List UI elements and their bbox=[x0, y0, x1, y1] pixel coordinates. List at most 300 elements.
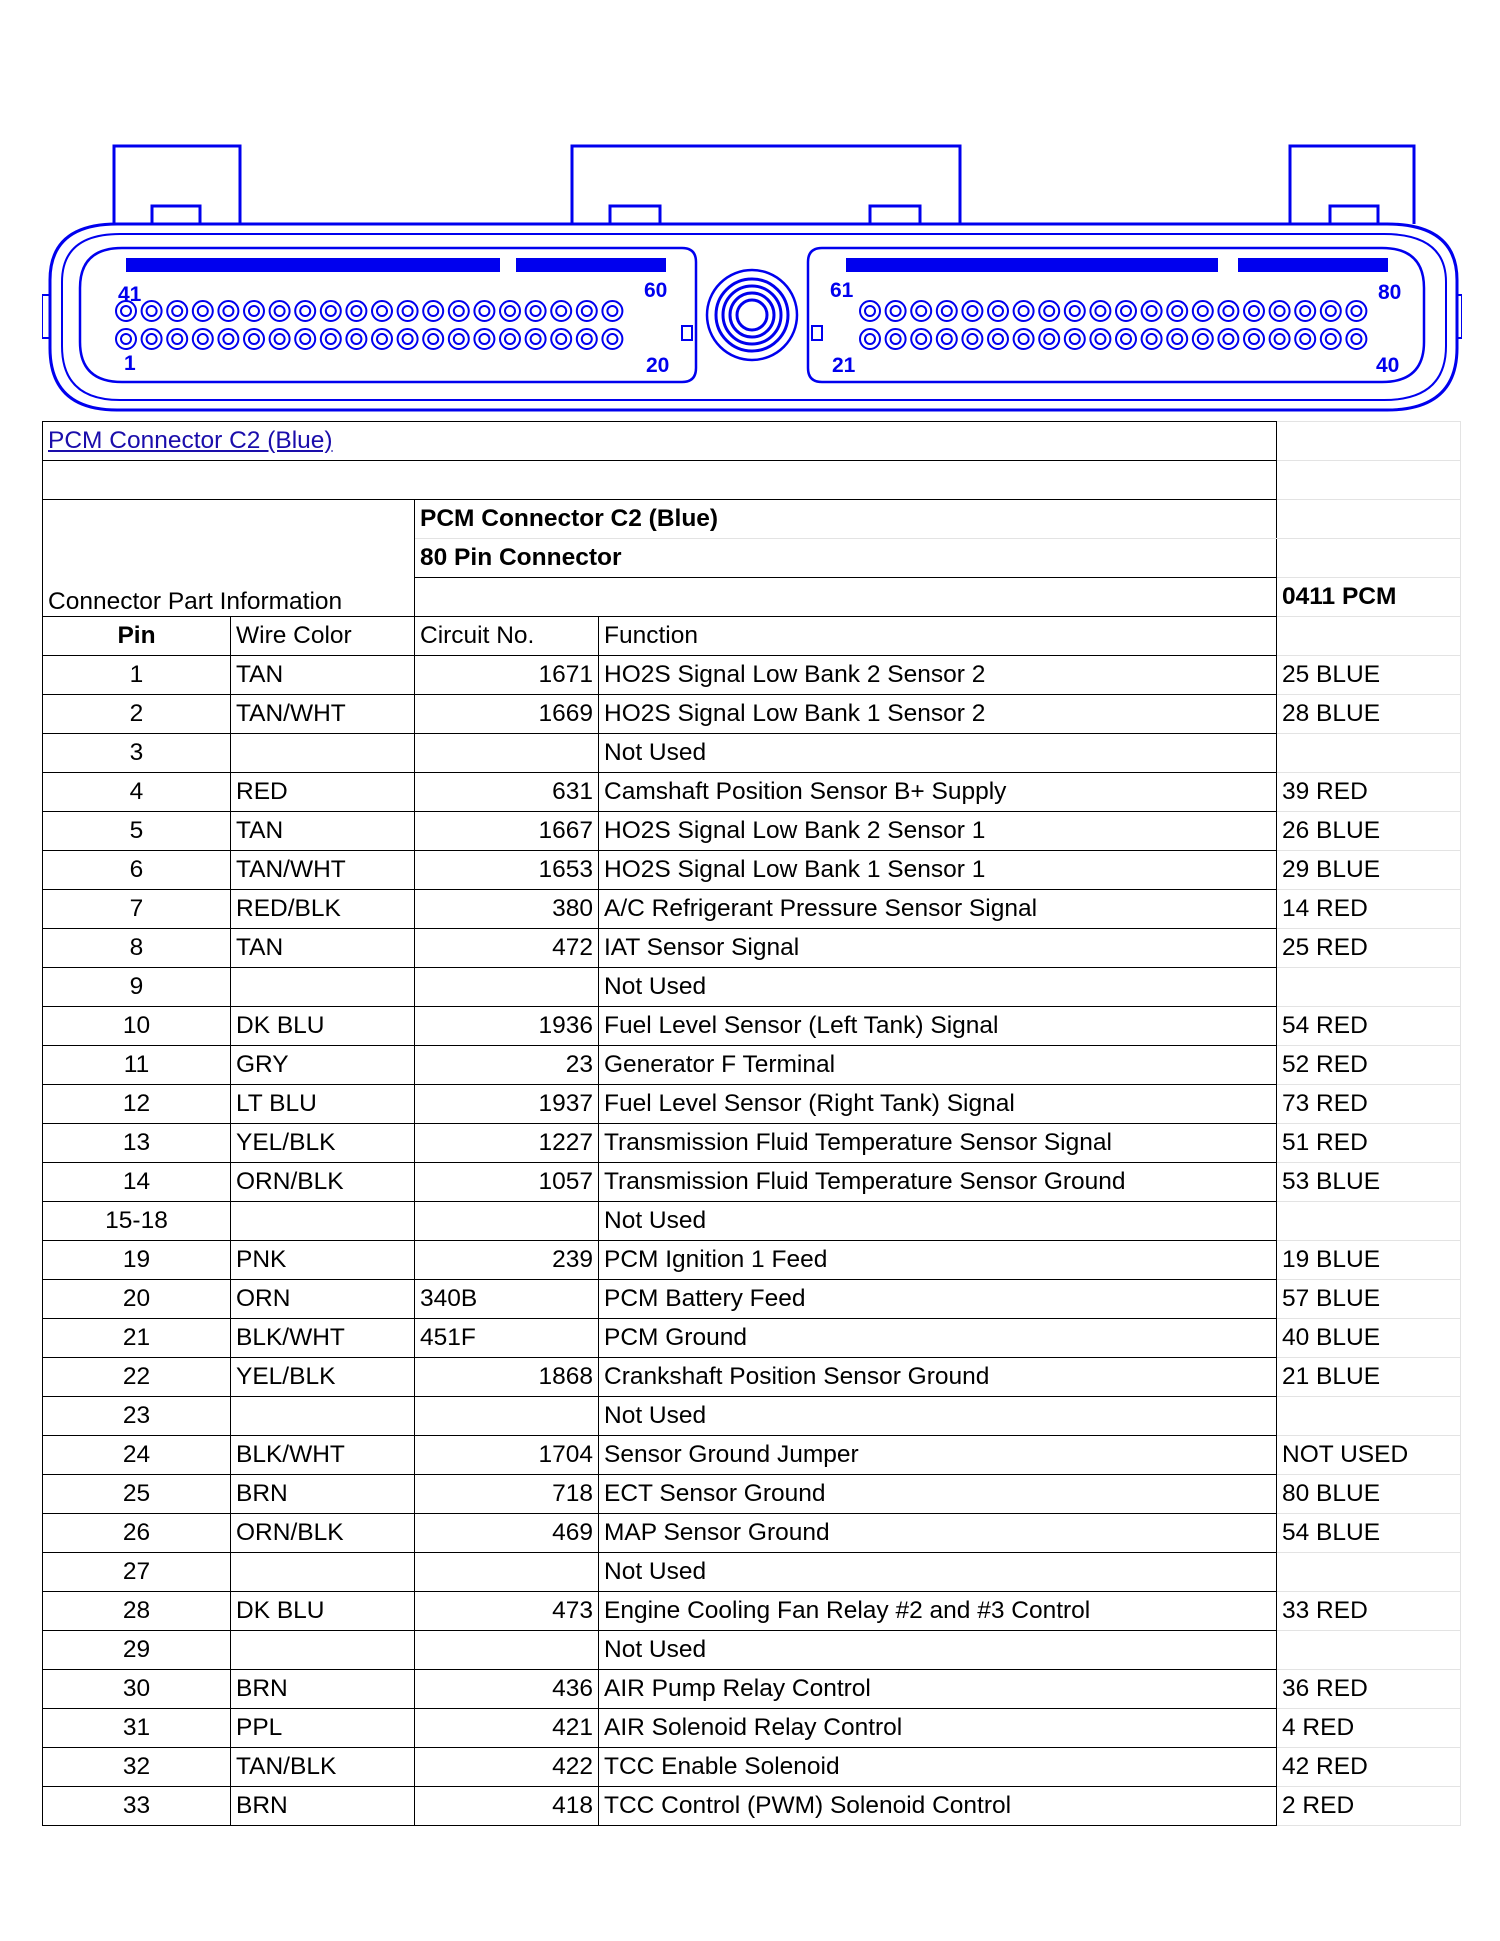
pin-cavity bbox=[321, 301, 341, 321]
circuit-cell: 631 bbox=[415, 773, 599, 812]
pin-terminal bbox=[967, 306, 977, 316]
circuit-cell: 1671 bbox=[415, 656, 599, 695]
pin-terminal bbox=[1326, 306, 1336, 316]
table-row bbox=[43, 1046, 1461, 1085]
pin-cell: 22 bbox=[43, 1358, 231, 1397]
pcm-cell bbox=[1277, 1553, 1461, 1592]
circuit-cell: 718 bbox=[415, 1475, 599, 1514]
pin-label-40: 40 bbox=[1376, 354, 1400, 377]
pin-terminal bbox=[403, 306, 413, 316]
pin-cavity bbox=[1116, 329, 1136, 349]
pin-terminal bbox=[1019, 306, 1029, 316]
pin-cell: 33 bbox=[43, 1787, 231, 1826]
pin-terminal bbox=[1198, 306, 1208, 316]
pin-terminal bbox=[505, 306, 515, 316]
pcm-cell bbox=[1277, 968, 1461, 1007]
pin-cavity bbox=[116, 329, 136, 349]
pcm-cell bbox=[1277, 734, 1461, 773]
pin-label-60: 60 bbox=[644, 279, 668, 302]
pin-terminal bbox=[1019, 334, 1029, 344]
pin-cell: 31 bbox=[43, 1709, 231, 1748]
pcm-cell: 29 BLUE bbox=[1277, 851, 1461, 890]
header-wire-color: Wire Color bbox=[231, 617, 415, 656]
pin-cavity bbox=[962, 329, 982, 349]
pin-cavity bbox=[321, 329, 341, 349]
pin-cell: 30 bbox=[43, 1670, 231, 1709]
wire-color-cell bbox=[231, 1397, 415, 1436]
circuit-cell: 1653 bbox=[415, 851, 599, 890]
pcm-cell: 36 RED bbox=[1277, 1670, 1461, 1709]
connector-type: 80 Pin Connector bbox=[415, 539, 1277, 578]
pin-terminal bbox=[942, 306, 952, 316]
pin-terminal bbox=[607, 306, 617, 316]
function-cell: PCM Ignition 1 Feed bbox=[599, 1241, 1277, 1280]
table-row bbox=[43, 1241, 1461, 1280]
function-cell: MAP Sensor Ground bbox=[599, 1514, 1277, 1553]
pin-cavity bbox=[142, 329, 162, 349]
pin-cavity bbox=[1090, 329, 1110, 349]
pin-cavity bbox=[244, 329, 264, 349]
pin-cavity bbox=[270, 301, 290, 321]
pin-terminal bbox=[198, 334, 208, 344]
pin-cavity bbox=[1321, 329, 1341, 349]
pin-cell: 1 bbox=[43, 656, 231, 695]
wire-color-cell: TAN/WHT bbox=[231, 695, 415, 734]
pin-cell: 21 bbox=[43, 1319, 231, 1358]
circuit-cell: 472 bbox=[415, 929, 599, 968]
wire-color-cell: BRN bbox=[231, 1670, 415, 1709]
pin-terminal bbox=[582, 306, 592, 316]
circuit-cell: 239 bbox=[415, 1241, 599, 1280]
pin-cavity bbox=[193, 329, 213, 349]
pin-cavity bbox=[423, 329, 443, 349]
table-row bbox=[43, 1007, 1461, 1046]
pin-terminal bbox=[223, 306, 233, 316]
pin-terminal bbox=[993, 334, 1003, 344]
pin-cavity bbox=[1295, 329, 1315, 349]
connector-diagram bbox=[42, 130, 1462, 430]
pcm-cell: 51 RED bbox=[1277, 1124, 1461, 1163]
pcm-cell: 25 BLUE bbox=[1277, 656, 1461, 695]
pin-terminal bbox=[121, 334, 131, 344]
circuit-cell: 380 bbox=[415, 890, 599, 929]
pin-terminal bbox=[275, 306, 285, 316]
wire-color-cell: DK BLU bbox=[231, 1007, 415, 1046]
wire-color-cell: RED/BLK bbox=[231, 890, 415, 929]
pin-cavity bbox=[551, 329, 571, 349]
table-row bbox=[43, 1202, 1461, 1241]
circuit-cell bbox=[415, 1631, 599, 1670]
pcm-cell: 57 BLUE bbox=[1277, 1280, 1461, 1319]
pin-cavity bbox=[602, 301, 622, 321]
pin-cavity bbox=[295, 329, 315, 349]
pin-cavity bbox=[1218, 301, 1238, 321]
pin-cavity bbox=[1244, 301, 1264, 321]
pin-cavity bbox=[1346, 301, 1366, 321]
pcm-cell: 21 BLUE bbox=[1277, 1358, 1461, 1397]
pin-terminal bbox=[916, 334, 926, 344]
header-row bbox=[43, 617, 1461, 656]
center-bolt bbox=[707, 270, 797, 360]
pin-terminal bbox=[172, 306, 182, 316]
pin-cell: 12 bbox=[43, 1085, 231, 1124]
wire-color-cell: TAN/WHT bbox=[231, 851, 415, 890]
pin-terminal bbox=[531, 334, 541, 344]
wire-color-cell: RED bbox=[231, 773, 415, 812]
center-latch bbox=[572, 146, 960, 224]
pcm-cell: 39 RED bbox=[1277, 773, 1461, 812]
pin-label-41: 41 bbox=[118, 283, 142, 306]
pin-label-1: 1 bbox=[124, 352, 136, 375]
circuit-cell bbox=[415, 968, 599, 1007]
function-cell: Not Used bbox=[599, 734, 1277, 773]
function-cell: Sensor Ground Jumper bbox=[599, 1436, 1277, 1475]
pin-terminal bbox=[865, 334, 875, 344]
table-row bbox=[43, 1592, 1461, 1631]
table-row bbox=[43, 851, 1461, 890]
wire-color-cell bbox=[231, 734, 415, 773]
pin-terminal bbox=[865, 306, 875, 316]
wire-color-cell: YEL/BLK bbox=[231, 1358, 415, 1397]
pin-terminal bbox=[147, 334, 157, 344]
pin-terminal bbox=[1275, 306, 1285, 316]
header-function: Function bbox=[599, 617, 1277, 656]
pin-cavity bbox=[270, 329, 290, 349]
pin-cavity bbox=[602, 329, 622, 349]
pin-cavity bbox=[372, 301, 392, 321]
function-cell: A/C Refrigerant Pressure Sensor Signal bbox=[599, 890, 1277, 929]
pin-cavity bbox=[449, 301, 469, 321]
table-row bbox=[43, 1514, 1461, 1553]
pin-cell: 15-18 bbox=[43, 1202, 231, 1241]
function-cell: Fuel Level Sensor (Left Tank) Signal bbox=[599, 1007, 1277, 1046]
circuit-cell: 23 bbox=[415, 1046, 599, 1085]
pin-cell: 24 bbox=[43, 1436, 231, 1475]
connector-name: PCM Connector C2 (Blue) bbox=[415, 500, 1277, 539]
function-cell: Fuel Level Sensor (Right Tank) Signal bbox=[599, 1085, 1277, 1124]
wire-color-cell: YEL/BLK bbox=[231, 1124, 415, 1163]
pin-cavity bbox=[988, 329, 1008, 349]
pin-cell: 14 bbox=[43, 1163, 231, 1202]
pin-cavity bbox=[474, 301, 494, 321]
pin-cavity bbox=[1270, 329, 1290, 349]
pin-cell: 7 bbox=[43, 890, 231, 929]
pcm-cell: 42 RED bbox=[1277, 1748, 1461, 1787]
pin-cavity bbox=[1142, 301, 1162, 321]
pin-terminal bbox=[1249, 334, 1259, 344]
pin-cell: 9 bbox=[43, 968, 231, 1007]
pin-cavity bbox=[1014, 329, 1034, 349]
circuit-cell: 1057 bbox=[415, 1163, 599, 1202]
pin-terminal bbox=[1351, 334, 1361, 344]
pin-terminal bbox=[351, 306, 361, 316]
pin-terminal bbox=[1070, 306, 1080, 316]
pin-terminal bbox=[1326, 334, 1336, 344]
pin-cavity bbox=[577, 301, 597, 321]
circuit-cell: 340B bbox=[415, 1280, 599, 1319]
pin-cavity bbox=[1321, 301, 1341, 321]
wire-color-cell: BLK/WHT bbox=[231, 1319, 415, 1358]
wire-color-cell: DK BLU bbox=[231, 1592, 415, 1631]
pin-cell: 20 bbox=[43, 1280, 231, 1319]
pin-cavity bbox=[911, 301, 931, 321]
pin-cavity bbox=[398, 301, 418, 321]
pcm-cell: 25 RED bbox=[1277, 929, 1461, 968]
pcm-cell: 54 RED bbox=[1277, 1007, 1461, 1046]
pin-terminal bbox=[326, 334, 336, 344]
circuit-cell bbox=[415, 734, 599, 773]
pin-cavity bbox=[346, 301, 366, 321]
wire-color-cell: ORN bbox=[231, 1280, 415, 1319]
connector-title-link[interactable]: PCM Connector C2 (Blue) bbox=[48, 427, 333, 454]
header-circuit: Circuit No. bbox=[415, 617, 599, 656]
pcm-cell bbox=[1277, 1631, 1461, 1670]
pin-terminal bbox=[428, 334, 438, 344]
function-cell: Not Used bbox=[599, 1397, 1277, 1436]
pin-cavity bbox=[1193, 329, 1213, 349]
pin-cell: 29 bbox=[43, 1631, 231, 1670]
table-row bbox=[43, 1436, 1461, 1475]
pin-cavity bbox=[1065, 329, 1085, 349]
wire-color-cell: TAN bbox=[231, 812, 415, 851]
pin-terminal bbox=[556, 334, 566, 344]
wire-color-cell: ORN/BLK bbox=[231, 1163, 415, 1202]
table-row bbox=[43, 1631, 1461, 1670]
pin-cavity bbox=[295, 301, 315, 321]
function-cell: PCM Ground bbox=[599, 1319, 1277, 1358]
pcm-cell: 14 RED bbox=[1277, 890, 1461, 929]
pin-terminal bbox=[1121, 334, 1131, 344]
function-cell: IAT Sensor Signal bbox=[599, 929, 1277, 968]
function-cell: Not Used bbox=[599, 1202, 1277, 1241]
pin-terminal bbox=[1121, 306, 1131, 316]
pin-cavity bbox=[860, 301, 880, 321]
table-row bbox=[43, 734, 1461, 773]
pin-terminal bbox=[1249, 306, 1259, 316]
pin-cell: 19 bbox=[43, 1241, 231, 1280]
function-cell: Transmission Fluid Temperature Sensor Ground bbox=[599, 1163, 1277, 1202]
pin-terminal bbox=[121, 306, 131, 316]
pin-terminal bbox=[249, 334, 259, 344]
circuit-cell bbox=[415, 1202, 599, 1241]
circuit-cell: 1868 bbox=[415, 1358, 599, 1397]
pin-terminal bbox=[249, 306, 259, 316]
pin-cavity bbox=[1193, 301, 1213, 321]
pcm-cell: NOT USED bbox=[1277, 1436, 1461, 1475]
pin-cavity bbox=[577, 329, 597, 349]
pin-terminal bbox=[1275, 334, 1285, 344]
pin-terminal bbox=[479, 306, 489, 316]
function-cell: HO2S Signal Low Bank 1 Sensor 2 bbox=[599, 695, 1277, 734]
function-cell: Engine Cooling Fan Relay #2 and #3 Control bbox=[599, 1592, 1277, 1631]
pin-cavity bbox=[962, 301, 982, 321]
circuit-cell: 418 bbox=[415, 1787, 599, 1826]
circuit-cell: 469 bbox=[415, 1514, 599, 1553]
circuit-cell: 1937 bbox=[415, 1085, 599, 1124]
right-latch bbox=[1290, 146, 1414, 224]
pin-cavity bbox=[167, 329, 187, 349]
function-cell: Not Used bbox=[599, 1631, 1277, 1670]
function-cell: HO2S Signal Low Bank 1 Sensor 1 bbox=[599, 851, 1277, 890]
pin-cavity bbox=[551, 301, 571, 321]
wire-color-cell bbox=[231, 968, 415, 1007]
function-cell: Camshaft Position Sensor B+ Supply bbox=[599, 773, 1277, 812]
pin-cell: 28 bbox=[43, 1592, 231, 1631]
pin-terminal bbox=[505, 334, 515, 344]
pin-terminal bbox=[1070, 334, 1080, 344]
circuit-cell: 1704 bbox=[415, 1436, 599, 1475]
function-cell: Transmission Fluid Temperature Sensor Signal bbox=[599, 1124, 1277, 1163]
pin-terminal bbox=[300, 334, 310, 344]
table-row bbox=[43, 1280, 1461, 1319]
pin-terminal bbox=[275, 334, 285, 344]
wire-color-cell: BRN bbox=[231, 1787, 415, 1826]
function-cell: AIR Pump Relay Control bbox=[599, 1670, 1277, 1709]
pin-terminal bbox=[1300, 334, 1310, 344]
pin-cavity bbox=[1142, 329, 1162, 349]
pin-cavity bbox=[1090, 301, 1110, 321]
pin-terminal bbox=[556, 306, 566, 316]
pin-cell: 4 bbox=[43, 773, 231, 812]
pin-cavity bbox=[142, 301, 162, 321]
circuit-cell: 1669 bbox=[415, 695, 599, 734]
pcm-cell: 4 RED bbox=[1277, 1709, 1461, 1748]
pin-terminal bbox=[916, 306, 926, 316]
pcm-cell: 52 RED bbox=[1277, 1046, 1461, 1085]
table-row bbox=[43, 1553, 1461, 1592]
pin-cavity bbox=[372, 329, 392, 349]
circuit-cell: 422 bbox=[415, 1748, 599, 1787]
pcm-cell: 28 BLUE bbox=[1277, 695, 1461, 734]
wire-color-cell: BLK/WHT bbox=[231, 1436, 415, 1475]
pin-cell: 8 bbox=[43, 929, 231, 968]
circuit-cell: 473 bbox=[415, 1592, 599, 1631]
pin-cell: 23 bbox=[43, 1397, 231, 1436]
wire-color-cell: GRY bbox=[231, 1046, 415, 1085]
pin-label-61: 61 bbox=[830, 279, 854, 302]
pin-terminal bbox=[1044, 306, 1054, 316]
function-cell: Crankshaft Position Sensor Ground bbox=[599, 1358, 1277, 1397]
pin-terminal bbox=[1300, 306, 1310, 316]
pin-cavity bbox=[1167, 301, 1187, 321]
pin-terminal bbox=[377, 306, 387, 316]
circuit-cell: 1936 bbox=[415, 1007, 599, 1046]
table-row bbox=[43, 812, 1461, 851]
table-row bbox=[43, 890, 1461, 929]
pin-cell: 11 bbox=[43, 1046, 231, 1085]
function-cell: ECT Sensor Ground bbox=[599, 1475, 1277, 1514]
pin-terminal bbox=[147, 306, 157, 316]
wire-color-cell bbox=[231, 1631, 415, 1670]
pcm-cell: 33 RED bbox=[1277, 1592, 1461, 1631]
pin-cell: 27 bbox=[43, 1553, 231, 1592]
function-cell: AIR Solenoid Relay Control bbox=[599, 1709, 1277, 1748]
function-cell: TCC Enable Solenoid bbox=[599, 1748, 1277, 1787]
pin-cavity bbox=[1270, 301, 1290, 321]
pin-cell: 3 bbox=[43, 734, 231, 773]
pin-terminal bbox=[531, 306, 541, 316]
wire-color-cell: ORN/BLK bbox=[231, 1514, 415, 1553]
pin-terminal bbox=[1172, 334, 1182, 344]
pin-terminal bbox=[1351, 306, 1361, 316]
pin-cavity bbox=[1346, 329, 1366, 349]
pin-terminal bbox=[198, 306, 208, 316]
pin-cavity bbox=[474, 329, 494, 349]
table-row bbox=[43, 656, 1461, 695]
left-latch bbox=[114, 146, 240, 224]
part-info-label: Connector Part Information bbox=[43, 500, 415, 617]
circuit-cell: 421 bbox=[415, 1709, 599, 1748]
pin-cavity bbox=[1039, 329, 1059, 349]
pin-cavity bbox=[937, 301, 957, 321]
pin-terminal bbox=[403, 334, 413, 344]
pin-cavity bbox=[886, 301, 906, 321]
table-row bbox=[43, 695, 1461, 734]
spacer-row bbox=[43, 461, 1461, 500]
pin-cavity bbox=[167, 301, 187, 321]
pin-cavity bbox=[1295, 301, 1315, 321]
circuit-cell: 1227 bbox=[415, 1124, 599, 1163]
connector-link-cell[interactable] bbox=[43, 422, 1277, 461]
function-cell: HO2S Signal Low Bank 2 Sensor 1 bbox=[599, 812, 1277, 851]
pin-cavity bbox=[500, 301, 520, 321]
table-row bbox=[43, 1163, 1461, 1202]
table-row bbox=[43, 1787, 1461, 1826]
pin-cavity bbox=[423, 301, 443, 321]
pcm-cell bbox=[1277, 1397, 1461, 1436]
pin-terminal bbox=[942, 334, 952, 344]
pin-terminal bbox=[223, 334, 233, 344]
table-row bbox=[43, 1475, 1461, 1514]
circuit-cell: 1667 bbox=[415, 812, 599, 851]
pin-terminal bbox=[1223, 306, 1233, 316]
pin-cavity bbox=[1014, 301, 1034, 321]
pin-cavity bbox=[244, 301, 264, 321]
table-row bbox=[43, 968, 1461, 1007]
pin-cavity bbox=[500, 329, 520, 349]
pin-cavity bbox=[526, 329, 546, 349]
function-cell: PCM Battery Feed bbox=[599, 1280, 1277, 1319]
wire-color-cell: TAN/BLK bbox=[231, 1748, 415, 1787]
pin-terminal bbox=[891, 306, 901, 316]
circuit-cell bbox=[415, 1553, 599, 1592]
pin-terminal bbox=[351, 334, 361, 344]
function-cell: Generator F Terminal bbox=[599, 1046, 1277, 1085]
pin-label-20: 20 bbox=[646, 354, 670, 377]
pin-terminal bbox=[428, 306, 438, 316]
pin-cavity bbox=[218, 301, 238, 321]
pin-terminal bbox=[326, 306, 336, 316]
pin-cell: 10 bbox=[43, 1007, 231, 1046]
pin-cavity bbox=[911, 329, 931, 349]
pin-terminal bbox=[1147, 306, 1157, 316]
pcm-cell: 73 RED bbox=[1277, 1085, 1461, 1124]
pin-cell: 2 bbox=[43, 695, 231, 734]
table-row bbox=[43, 1709, 1461, 1748]
pin-label-80: 80 bbox=[1378, 281, 1402, 304]
pin-cell: 6 bbox=[43, 851, 231, 890]
pin-terminal bbox=[172, 334, 182, 344]
pcm-cell: 19 BLUE bbox=[1277, 1241, 1461, 1280]
pin-cell: 5 bbox=[43, 812, 231, 851]
pin-table bbox=[42, 421, 1461, 1826]
pcm-cell: 2 RED bbox=[1277, 1787, 1461, 1826]
table-row bbox=[43, 1124, 1461, 1163]
table-row bbox=[43, 929, 1461, 968]
pin-terminal bbox=[1095, 306, 1105, 316]
function-cell: Not Used bbox=[599, 1553, 1277, 1592]
pin-cavity bbox=[193, 301, 213, 321]
